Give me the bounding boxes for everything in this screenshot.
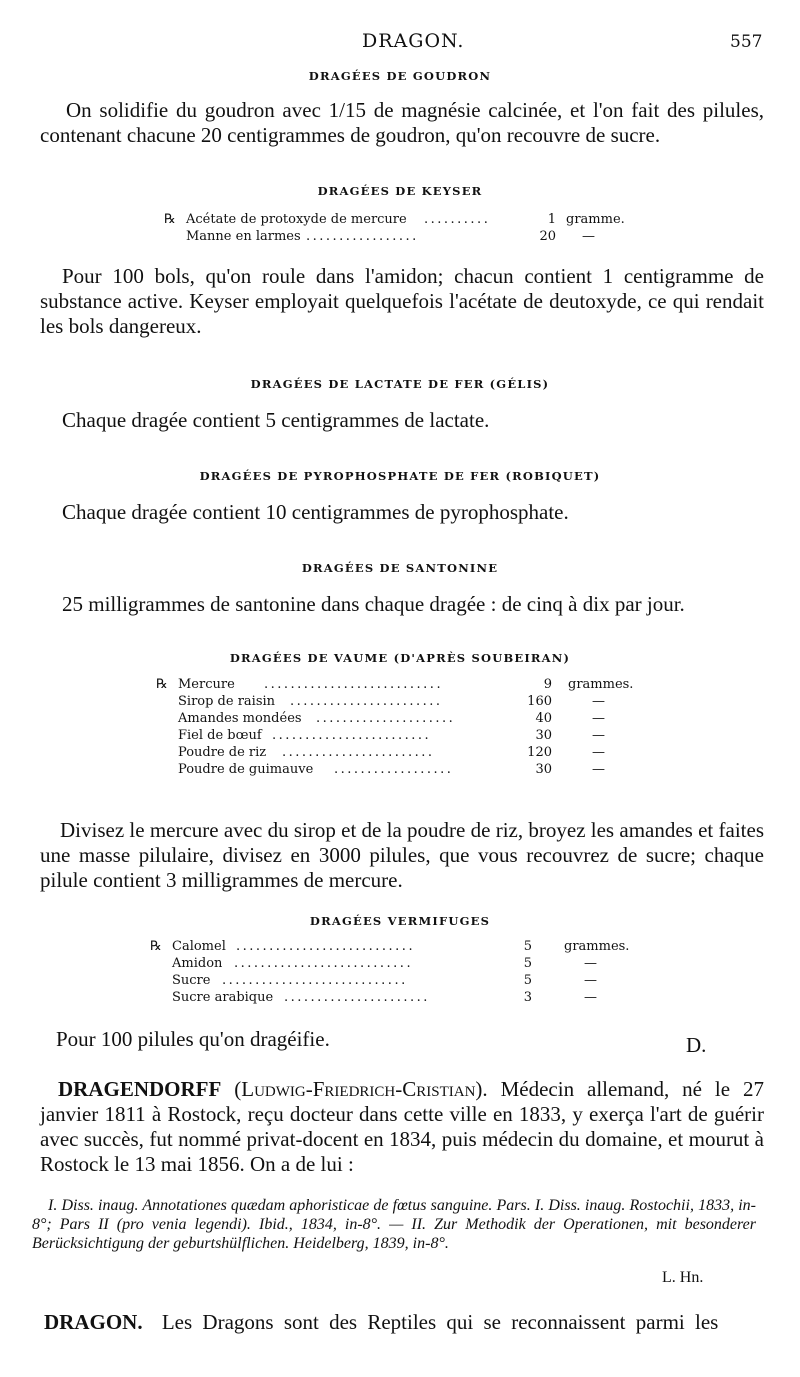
ingredient-qty: 20: [539, 229, 556, 244]
leader-dots: ..................: [334, 762, 454, 777]
page-number: 557: [730, 32, 763, 52]
ingredient-name: Mercure: [178, 677, 235, 692]
entry-headword: DRAGENDORFF: [58, 1077, 222, 1101]
ingredient-unit: —: [592, 694, 605, 709]
leader-dots: .......................: [282, 745, 435, 760]
recipe-symbol-icon: ℞: [164, 212, 176, 227]
paragraph-pyrophosphate: Chaque dragée contient 10 centigrammes de pyrophosphate.: [62, 500, 569, 524]
ingredient-qty: 5: [523, 956, 532, 971]
recipe-row: [172, 956, 652, 973]
ingredient-name: Sucre: [172, 973, 211, 988]
recipe-row: [178, 762, 658, 779]
bibliography: I. Diss. inaug. Annotationes quædam aphoristicae de fœtus sanguine. Pars. I. Diss. inaug. Rostochii, 1833, in-8°; Pars II (pro venia legendi). Ibid., 1834, in-8°. — II. Zur Methodik der Operationen, mit besonderer Berücksichtigung der geburtshülflichen. Heidelberg, 1839, in-8°.: [32, 1197, 756, 1252]
leader-dots: ............................: [222, 973, 408, 988]
running-title: DRAGON.: [362, 30, 465, 52]
ingredient-name: Poudre de riz: [178, 745, 267, 760]
author-signature: L. Hn.: [662, 1269, 704, 1286]
ingredient-qty: 40: [535, 711, 552, 726]
ingredient-unit: —: [582, 229, 595, 244]
entry-dragendorff: [40, 1077, 764, 1177]
ingredient-unit: —: [584, 973, 597, 988]
entry-headword: DRAGON.: [44, 1310, 143, 1334]
ingredient-name: Sirop de raisin: [178, 694, 276, 709]
recipe-row: [186, 229, 666, 246]
ingredient-unit: —: [592, 711, 605, 726]
paragraph-vaume: Divisez le mercure avec du sirop et de la poudre de riz, broyez les amandes et faites une masse pilulaire, divisez en 3000 pilules, que vous recouvrez de sucre; chaque pilule contient 3 milligrammes de mercure.: [40, 818, 764, 892]
ingredient-name: Acétate de protoxyde de mercure: [186, 212, 407, 227]
recipe-row: [156, 677, 658, 694]
recipe-symbol-icon: ℞: [150, 939, 162, 954]
author-signature: D.: [686, 1033, 707, 1057]
recipe-row: [178, 694, 658, 711]
section-heading-pyrophosphate: DRAGÉES DE PYROPHOSPHATE DE FER (ROBIQUET): [199, 469, 601, 483]
ingredient-unit: —: [584, 956, 597, 971]
ingredient-qty: 30: [535, 728, 552, 743]
ingredient-unit: gramme.: [566, 212, 625, 227]
recipe-vermifuges: [150, 939, 652, 1007]
paragraph-vermifuges: Pour 100 pilules qu'on dragéifie.: [56, 1027, 330, 1051]
ingredient-qty: 9: [543, 677, 552, 692]
ingredient-unit: —: [592, 728, 605, 743]
recipe-row: [178, 728, 658, 745]
entry-text: Les Dragons sont des Reptiles qui se reconnaissent parmi les: [161, 1310, 719, 1334]
ingredient-unit: —: [592, 762, 605, 777]
ingredient-unit: —: [584, 990, 597, 1005]
paragraph-keyser: Pour 100 bols, qu'on roule dans l'amidon; chacun contient 1 centigramme de substance active. Keyser employait quelquefois l'acétate de deutoxyde, ce qui rendait les bols dangereux.: [40, 264, 764, 338]
section-heading-keyser: DRAGÉES DE KEYSER: [317, 184, 483, 198]
ingredient-qty: 160: [527, 694, 552, 709]
ingredient-qty: 1: [547, 212, 556, 227]
ingredient-qty: 5: [523, 939, 532, 954]
recipe-row: [178, 711, 658, 728]
paragraph-goudron: On solidifie du goudron avec 1/15 de magnésie calcinée, et l'on fait des pilules, contenant chacune 20 centigrammes de goudron, qu'on recouvre de sucre.: [40, 98, 764, 147]
leader-dots: ..........: [424, 212, 491, 227]
entry-given-names: (Ludwig-Friedrich-Cristian).: [234, 1077, 488, 1101]
paragraph-santonine: 25 milligrammes de santonine dans chaque dragée : de cinq à dix par jour.: [62, 592, 685, 616]
section-heading-santonine: DRAGÉES DE SANTONINE: [301, 561, 499, 575]
entry-text: Médecin allemand, né le 27 janvier 1811 à Rostock, reçu docteur dans cette ville en 1833, y exerça l'art de guérir avec succès, fut nommé privat-docent en 1834, puis médecin du domaine, et mourut à Rostock le 13 mai 1856. On a de lui :: [40, 1077, 764, 1176]
ingredient-unit: grammes.: [564, 939, 630, 954]
section-heading-vaume: DRAGÉES DE VAUME (D'APRÈS SOUBEIRAN): [229, 651, 571, 665]
leader-dots: ...........................: [234, 956, 414, 971]
recipe-keyser: [164, 212, 666, 246]
ingredient-name: Poudre de guimauve: [178, 762, 314, 777]
recipe-row: [178, 745, 658, 762]
ingredient-name: Amidon: [172, 956, 223, 971]
ingredient-qty: 3: [523, 990, 532, 1005]
entry-dragon: [44, 1310, 718, 1335]
leader-dots: ........................: [272, 728, 432, 743]
recipe-row: [172, 990, 652, 1007]
ingredient-qty: 120: [527, 745, 552, 760]
section-heading-lactate: DRAGÉES DE LACTATE DE FER (GÉLIS): [250, 377, 550, 391]
section-heading-vermifuges: DRAGÉES VERMIFUGES: [309, 914, 491, 928]
leader-dots: ......................: [284, 990, 430, 1005]
leader-dots: ...........................: [236, 939, 416, 954]
recipe-symbol-icon: ℞: [156, 677, 168, 692]
section-heading-goudron: DRAGÉES DE GOUDRON: [308, 69, 492, 83]
ingredient-unit: —: [592, 745, 605, 760]
ingredient-unit: grammes.: [568, 677, 634, 692]
paragraph-lactate: Chaque dragée contient 5 centigrammes de lactate.: [62, 408, 490, 432]
leader-dots: .......................: [290, 694, 443, 709]
recipe-row: [150, 939, 652, 956]
ingredient-name: Amandes mondées: [178, 711, 302, 726]
leader-dots: ...........................: [264, 677, 444, 692]
ingredient-name: Calomel: [172, 939, 226, 954]
recipe-row: [164, 212, 666, 229]
ingredient-name: Manne en larmes: [186, 229, 301, 244]
running-head: [0, 30, 800, 60]
ingredient-qty: 30: [535, 762, 552, 777]
leader-dots: .....................: [316, 711, 456, 726]
leader-dots: .................: [306, 229, 419, 244]
ingredient-name: Fiel de bœuf: [178, 728, 262, 743]
ingredient-name: Sucre arabique: [172, 990, 274, 1005]
recipe-row: [172, 973, 652, 990]
ingredient-qty: 5: [523, 973, 532, 988]
recipe-vaume: [156, 677, 658, 779]
